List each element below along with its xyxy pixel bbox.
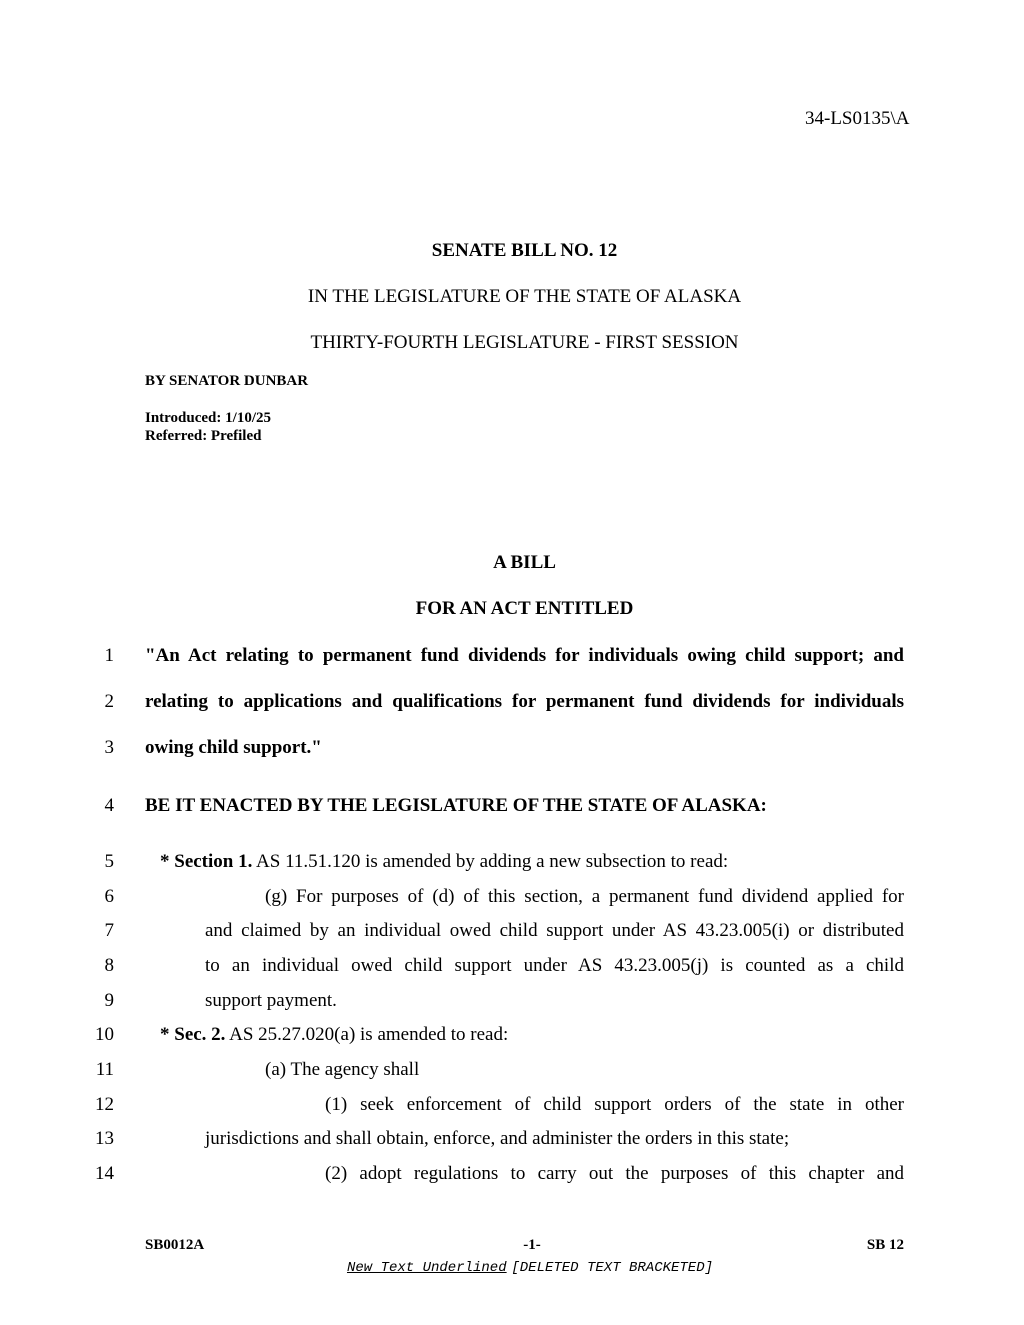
section-1-line xyxy=(160,851,728,873)
line-number: 8 xyxy=(104,955,114,976)
section-label: * Sec. 2. xyxy=(160,1024,226,1045)
section-text: AS 11.51.120 is amended by adding a new subsection to read: xyxy=(252,851,729,872)
line-number: 11 xyxy=(95,1059,114,1080)
section-2-line xyxy=(160,1024,508,1046)
line-number: 10 xyxy=(95,1024,114,1045)
line-number: 5 xyxy=(104,851,114,872)
line-number: 1 xyxy=(104,645,114,666)
section-text: AS 25.27.020(a) is amended to read: xyxy=(225,1024,509,1045)
line-number: 6 xyxy=(104,886,114,907)
sponsor: BY SENATOR DUNBAR xyxy=(145,373,309,389)
legislature-title: IN THE LEGISLATURE OF THE STATE OF ALASKA xyxy=(307,286,742,307)
legend-deleted-text: [DELETED TEXT BRACKETED] xyxy=(511,1260,714,1276)
act-title-line: "An Act relating to permanent fund dividends for individuals owing child support; and xyxy=(145,645,904,666)
section-label: * Section 1. xyxy=(160,851,253,872)
a-bill-heading: A BILL xyxy=(493,552,556,573)
footer-bill-code: SB0012A xyxy=(145,1237,205,1253)
act-title-line: relating to applications and qualifications for permanent fund dividends for individuals xyxy=(145,691,904,712)
document-code: 34-LS0135\A xyxy=(805,108,910,129)
enacting-clause: BE IT ENACTED BY THE LEGISLATURE OF THE STATE OF ALASKA: xyxy=(145,795,767,816)
line-number: 4 xyxy=(104,795,114,816)
text-legend xyxy=(0,1255,1024,1277)
line-number: 14 xyxy=(95,1163,114,1184)
body-line: to an individual owed child support under AS 43.23.005(j) is counted as a child xyxy=(205,955,904,976)
page-number: -1- xyxy=(523,1237,541,1253)
paragraph-2-line: (2) adopt regulations to carry out the purposes of this chapter and xyxy=(325,1163,904,1184)
body-line: and claimed by an individual owed child support under AS 43.23.005(i) or distributed xyxy=(205,920,904,941)
line-number: 3 xyxy=(104,737,114,758)
subsection-a-line: (a) The agency shall xyxy=(265,1059,420,1080)
line-number: 2 xyxy=(104,691,114,712)
paragraph-1-line: (1) seek enforcement of child support orders of the state in other xyxy=(325,1094,904,1115)
act-title-line: owing child support." xyxy=(145,737,322,758)
legend-new-text: New Text Underlined xyxy=(346,1260,507,1276)
session-title: THIRTY-FOURTH LEGISLATURE - FIRST SESSION xyxy=(310,332,739,353)
body-line: jurisdictions and shall obtain, enforce, and administer the orders in this state; xyxy=(205,1128,790,1149)
footer-bill-short: SB 12 xyxy=(866,1237,904,1253)
bill-number: SENATE BILL NO. 12 xyxy=(431,240,618,261)
line-number: 7 xyxy=(104,920,114,941)
referred-status: Referred: Prefiled xyxy=(145,428,262,444)
line-number: 13 xyxy=(95,1128,114,1149)
line-number: 9 xyxy=(104,990,114,1011)
introduced-date: Introduced: 1/10/25 xyxy=(145,410,271,426)
act-entitled-heading: FOR AN ACT ENTITLED xyxy=(415,598,634,619)
body-line: support payment. xyxy=(205,990,337,1011)
line-number: 12 xyxy=(95,1094,114,1115)
subsection-g-line: (g) For purposes of (d) of this section, a permanent fund dividend applied for xyxy=(265,886,904,907)
